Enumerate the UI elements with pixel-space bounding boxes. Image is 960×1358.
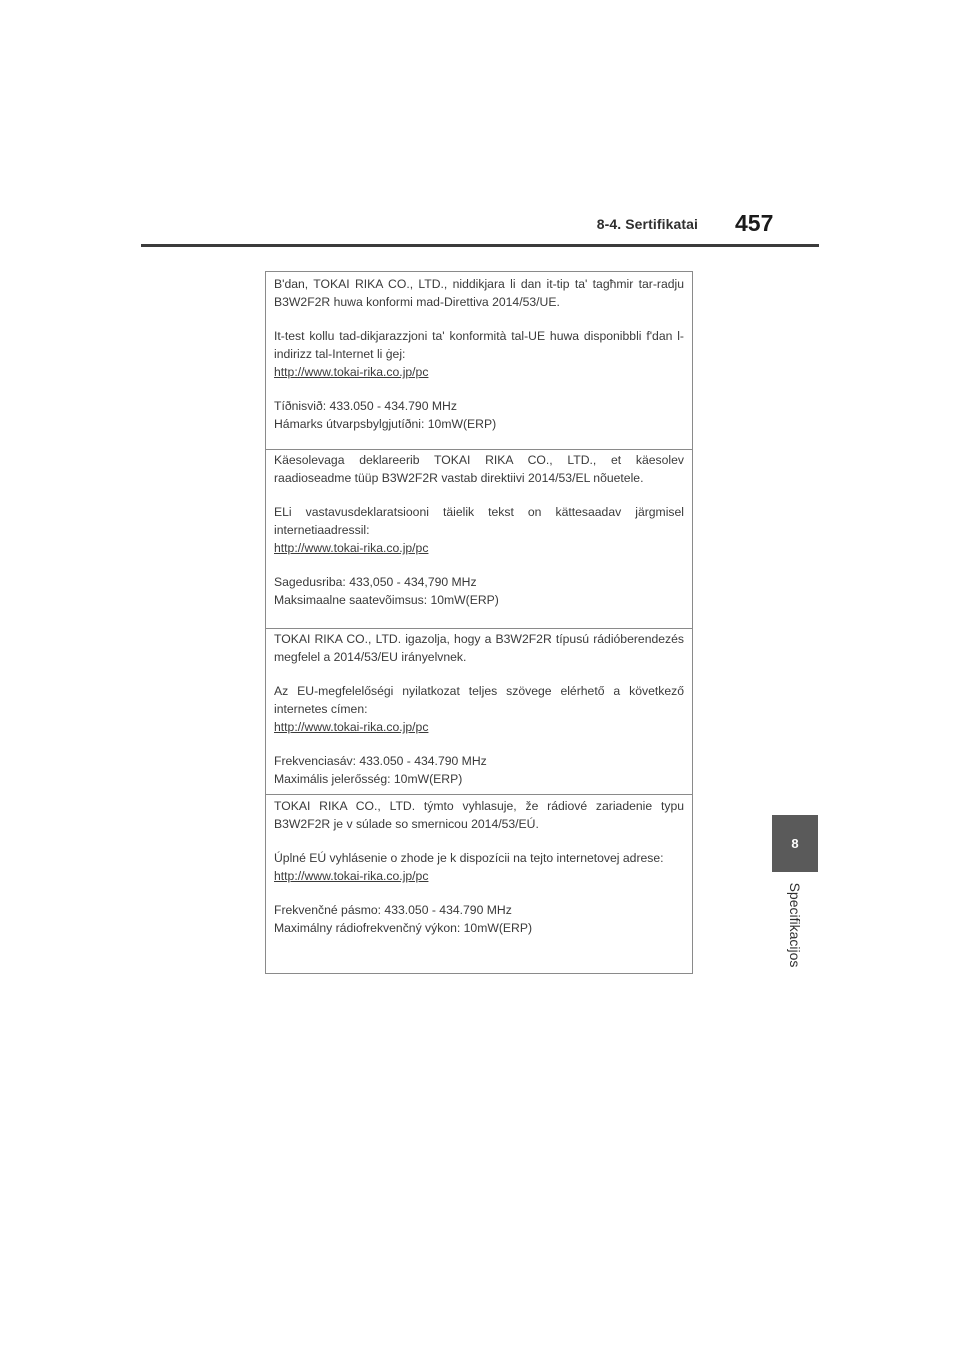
chapter-name: Specifikacijos bbox=[787, 882, 803, 968]
declaration-paragraph: TOKAI RIKA CO., LTD. igazolja, hogy a B3W2F2R típusú rádióberendezés megfelel a 2014/53/EU irányelvnek. bbox=[274, 632, 684, 664]
declaration-link[interactable]: http://www.tokai-rika.co.jp/pc bbox=[274, 541, 429, 555]
notice-section-maltese-icelandic bbox=[266, 272, 692, 450]
chapter-number: 8 bbox=[791, 836, 799, 851]
notice-section-slovak bbox=[266, 795, 692, 973]
notice-section-estonian bbox=[266, 450, 692, 629]
declaration-availability-paragraph: ELi vastavusdeklaratsiooni täielik tekst on kättesaadav järgmisel internetiaadressil: bbox=[274, 505, 684, 537]
frequency-band-line: Frekvenciasáv: 433.050 - 434.790 MHz bbox=[274, 754, 487, 768]
max-power-line: Maximálny rádiofrekvenčný výkon: 10mW(ERP) bbox=[274, 921, 533, 935]
header-divider bbox=[141, 244, 819, 247]
page-number: 457 bbox=[735, 210, 774, 236]
frequency-band-line: Tíðnisvið: 433.050 - 434.790 MHz bbox=[274, 399, 457, 413]
section-title: 8-4. Sertifikatai bbox=[596, 216, 698, 232]
declaration-link[interactable]: http://www.tokai-rika.co.jp/pc bbox=[274, 365, 429, 379]
chapter-tab bbox=[772, 815, 818, 872]
frequency-band-line: Sagedusriba: 433,050 - 434,790 MHz bbox=[274, 575, 477, 589]
max-power-line: Maximális jelerősség: 10mW(ERP) bbox=[274, 772, 463, 786]
certification-notice-box bbox=[265, 271, 693, 974]
declaration-paragraph: B'dan, TOKAI RIKA CO., LTD., niddikjara li dan it-tip ta' tagħmir tar-radju B3W2F2R huwa konformi mad-Direttiva 2014/53/UE. bbox=[274, 277, 684, 309]
declaration-link[interactable]: http://www.tokai-rika.co.jp/pc bbox=[274, 720, 429, 734]
frequency-band-line: Frekvenčné pásmo: 433.050 - 434.790 MHz bbox=[274, 903, 512, 917]
declaration-paragraph: TOKAI RIKA CO., LTD. týmto vyhlasuje, že rádiové zariadenie typu B3W2F2R je v súlade so smernicou 2014/53/EÚ. bbox=[274, 799, 684, 831]
declaration-availability-paragraph: Úplné EÚ vyhlásenie o zhode je k dispozícii na tejto internetovej adrese: bbox=[274, 851, 664, 865]
max-power-line: Maksimaalne saatevõimsus: 10mW(ERP) bbox=[274, 593, 499, 607]
max-power-line: Hámarks útvarpsbylgjutíðni: 10mW(ERP) bbox=[274, 417, 497, 431]
declaration-availability-paragraph: It-test kollu tad-dikjarazzjoni ta' konformità tal-UE huwa disponibbli f'dan l-indirizz tal-Internet li ġej: bbox=[274, 329, 684, 361]
declaration-availability-paragraph: Az EU-megfelelőségi nyilatkozat teljes szövege elérhető a következő internetes címen: bbox=[274, 684, 684, 716]
declaration-paragraph: Käesolevaga deklareerib TOKAI RIKA CO., LTD., et käesolev raadioseadme tüüp B3W2F2R vastab direktiivi 2014/53/EL nõuetele. bbox=[274, 453, 684, 485]
declaration-link[interactable]: http://www.tokai-rika.co.jp/pc bbox=[274, 869, 429, 883]
notice-section-hungarian bbox=[266, 629, 692, 795]
